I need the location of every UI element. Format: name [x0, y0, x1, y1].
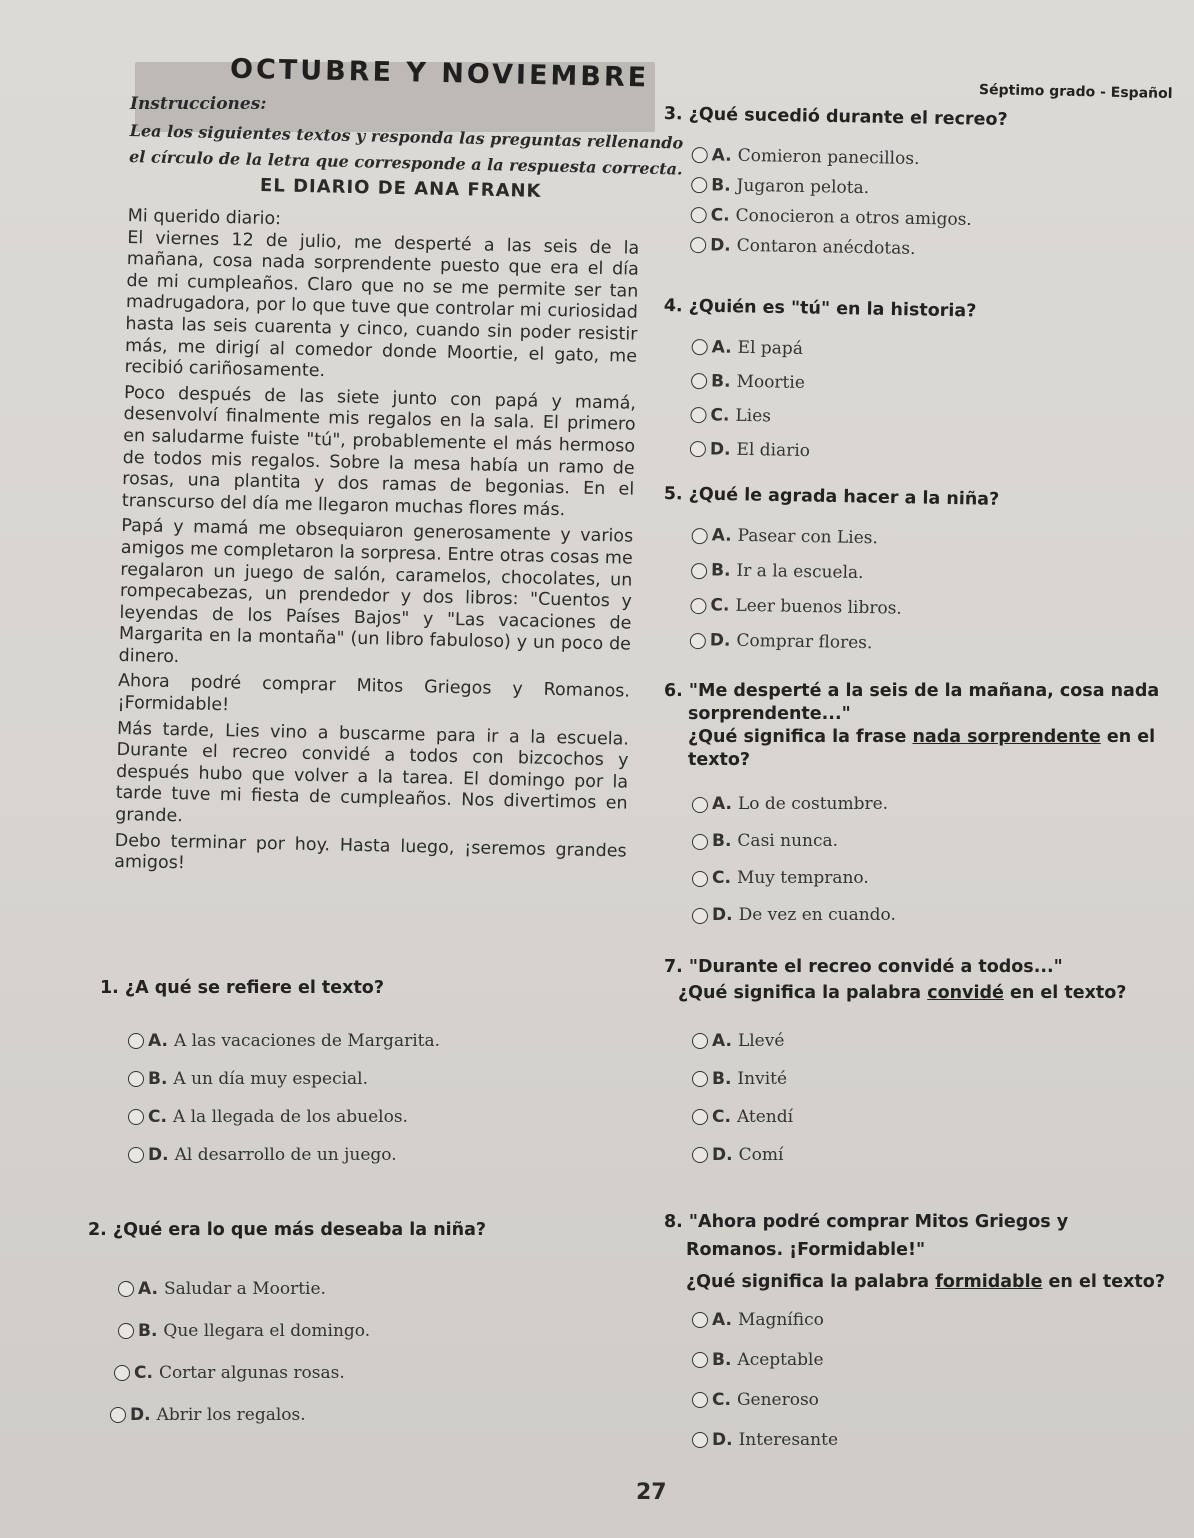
q2-option-d[interactable]: D. Abrir los regalos.	[110, 1394, 370, 1436]
q3-option-d[interactable]: D. Contaron anécdotas.	[690, 230, 972, 265]
radio-icon[interactable]	[118, 1281, 134, 1297]
q2-option-b[interactable]: B. Que llegara el domingo.	[118, 1310, 370, 1352]
radio-icon[interactable]	[128, 1109, 144, 1125]
q8-option-b[interactable]: B. Aceptable	[692, 1340, 838, 1380]
q5-option-b[interactable]: B. Ir a la escuela.	[691, 553, 903, 592]
question-2-options	[110, 1268, 370, 1436]
q5-option-c[interactable]: C. Leer buenos libros.	[690, 588, 902, 627]
radio-icon[interactable]	[691, 207, 707, 223]
radio-icon[interactable]	[691, 177, 707, 193]
question-4: 4. ¿Quién es "tú" en la historia?	[663, 296, 977, 322]
radio-icon[interactable]	[692, 908, 708, 924]
radio-icon[interactable]	[110, 1407, 126, 1423]
radio-icon[interactable]	[692, 1432, 708, 1448]
question-5-options	[690, 518, 904, 662]
q4-option-a[interactable]: A. El papá	[691, 330, 812, 366]
q6-option-d[interactable]: D. De vez en cuando.	[692, 897, 896, 934]
radio-icon[interactable]	[692, 147, 708, 163]
radio-icon[interactable]	[692, 1312, 708, 1328]
q4-option-d[interactable]: D. El diario	[690, 432, 811, 468]
question-6-options	[692, 786, 896, 934]
instructions-label: Instrucciones:	[130, 94, 267, 114]
q8-option-d[interactable]: D. Interesante	[692, 1420, 838, 1460]
radio-icon[interactable]	[118, 1323, 134, 1339]
radio-icon[interactable]	[691, 373, 707, 389]
story-paragraph-1: El viernes 12 de julio, me desperté a las seis de la mañana, cosa nada sorprendente puesto que era el día de mi cumpleaños. Claro que no se me permite ser tan madrugadora, por lo que tuve que controlar mi curiosidad hasta las seis cuarenta y cinco, cuando sin poder resistir más, me dirigí al comedor donde Moortie, el gato, me recibió cariñosamente.	[124, 227, 640, 382]
radio-icon[interactable]	[128, 1147, 144, 1163]
question-1: 1. ¿A qué se refiere el texto?	[100, 978, 384, 998]
story-paragraph-3: Papá y mamá me obsequiaron generosamente y varios amigos me completaron la sorpresa. Entre otras cosas me regalaron un juego de salón, caramelos, chocolates, un rompecabezas, un prendedor y dos libros: "Cuentos y leyendas de los Países Bajos" y "Las vacaciones de Margarita en la montaña" (un libro fabuloso) y un poco de dinero.	[118, 516, 634, 668]
q6-option-b[interactable]: B. Casi nunca.	[692, 823, 896, 860]
q7-option-a[interactable]: A. Llevé	[692, 1022, 793, 1060]
question-8-options	[692, 1300, 838, 1460]
q2-option-c[interactable]: C. Cortar algunas rosas.	[114, 1352, 370, 1394]
q1-option-c[interactable]: C. A la llegada de los abuelos.	[128, 1098, 440, 1136]
question-4-options	[690, 330, 812, 468]
q6-option-c[interactable]: C. Muy temprano.	[692, 860, 896, 897]
q1-option-d[interactable]: D. Al desarrollo de un juego.	[128, 1136, 440, 1174]
radio-icon[interactable]	[692, 1109, 708, 1125]
radio-icon[interactable]	[690, 407, 706, 423]
radio-icon[interactable]	[692, 339, 708, 355]
q4-option-c[interactable]: C. Lies	[690, 398, 811, 434]
page-title: OCTUBRE Y NOVIEMBRE	[229, 53, 650, 94]
q8-option-a[interactable]: A. Magnífico	[692, 1300, 838, 1340]
question-3-options	[690, 140, 973, 265]
story-greeting: Mi querido diario:	[127, 206, 282, 230]
story-paragraph-2: Poco después de las siete junto con papá y mamá, desenvolví finalmente mis regalos en la sala. El primero en saludarme fuiste "tú", probablemente el más hermoso de todos mis regalos. Sobre la mesa había un ramo de rosas, una plantita y dos ramas de begonias. En el transcurso del día me llegaron muchas flores más.	[121, 382, 637, 520]
radio-icon[interactable]	[690, 597, 706, 613]
radio-icon[interactable]	[128, 1033, 144, 1049]
radio-icon[interactable]	[128, 1071, 144, 1087]
question-2: 2. ¿Qué era lo que más deseaba la niña?	[88, 1220, 487, 1240]
q5-option-a[interactable]: A. Pasear con Lies.	[691, 518, 903, 557]
radio-icon[interactable]	[692, 834, 708, 850]
story-title: EL DIARIO DE ANA FRANK	[259, 175, 542, 202]
radio-icon[interactable]	[690, 632, 706, 648]
q5-option-d[interactable]: D. Comprar flores.	[690, 623, 902, 662]
grade-label: Séptimo grado - Español	[978, 81, 1173, 103]
radio-icon[interactable]	[692, 1352, 708, 1368]
question-7: 7. "Durante el recreo convidé a todos..." ¿Qué significa la palabra convidé en el texto?	[664, 957, 1127, 1003]
question-1-options	[128, 1022, 440, 1174]
instructions-text: Lea los siguientes textos y responda las preguntas rellenando el círculo de la letra que corresponde a la respuesta correcta.	[128, 120, 684, 179]
q7-option-b[interactable]: B. Invité	[692, 1060, 793, 1098]
radio-icon[interactable]	[114, 1365, 130, 1381]
radio-icon[interactable]	[692, 871, 708, 887]
question-8: 8. "Ahora podré comprar Mitos Griegos y Romanos. ¡Formidable!" ¿Qué significa la palabra formidable en el texto?	[664, 1212, 1165, 1292]
q7-option-d[interactable]: D. Comí	[692, 1136, 793, 1174]
story-text	[114, 206, 640, 888]
q7-option-c[interactable]: C. Atendí	[692, 1098, 793, 1136]
q4-option-b[interactable]: B. Moortie	[691, 364, 812, 400]
question-3: 3. ¿Qué sucedió durante el recreo?	[663, 104, 1008, 130]
radio-icon[interactable]	[690, 237, 706, 253]
q3-option-c[interactable]: C. Conocieron a otros amigos.	[690, 200, 972, 235]
radio-icon[interactable]	[692, 1147, 708, 1163]
radio-icon[interactable]	[692, 1071, 708, 1087]
radio-icon[interactable]	[690, 441, 706, 457]
story-paragraph-4: Ahora podré comprar Mitos Griegos y Romanos. ¡Formidable!	[117, 671, 631, 716]
radio-icon[interactable]	[692, 527, 708, 543]
story-paragraph-6: Debo terminar por hoy. Hasta luego, ¡seremos grandes amigos!	[114, 830, 627, 874]
question-5: 5. ¿Qué le agrada hacer a la niña?	[663, 484, 1000, 510]
q1-option-b[interactable]: B. A un día muy especial.	[128, 1060, 440, 1098]
question-6: 6. "Me desperté a la seis de la mañana, cosa nada sorprendente..." ¿Qué significa la frase nada sorprendente en el texto?	[664, 681, 1160, 770]
page-number: 27	[636, 1480, 667, 1505]
story-paragraph-5: Más tarde, Lies vino a buscarme para ir a la escuela. Durante el recreo convidé a todos con bizcochos y después hubo que volver a la tarea. El domingo por la tarde tuve mi fiesta de cumpleaños. Nos divertimos en grande.	[115, 718, 630, 827]
q2-option-a[interactable]: A. Saludar a Moortie.	[118, 1268, 370, 1310]
radio-icon[interactable]	[691, 562, 707, 578]
radio-icon[interactable]	[692, 1033, 708, 1049]
radio-icon[interactable]	[692, 797, 708, 813]
q1-option-a[interactable]: A. A las vacaciones de Margarita.	[128, 1022, 440, 1060]
q3-option-a[interactable]: A. Comieron panecillos.	[691, 140, 973, 175]
q8-option-c[interactable]: C. Generoso	[692, 1380, 838, 1420]
q6-option-a[interactable]: A. Lo de costumbre.	[692, 786, 896, 823]
radio-icon[interactable]	[692, 1392, 708, 1408]
q3-option-b[interactable]: B. Jugaron pelota.	[691, 170, 973, 205]
question-7-options	[692, 1022, 793, 1174]
